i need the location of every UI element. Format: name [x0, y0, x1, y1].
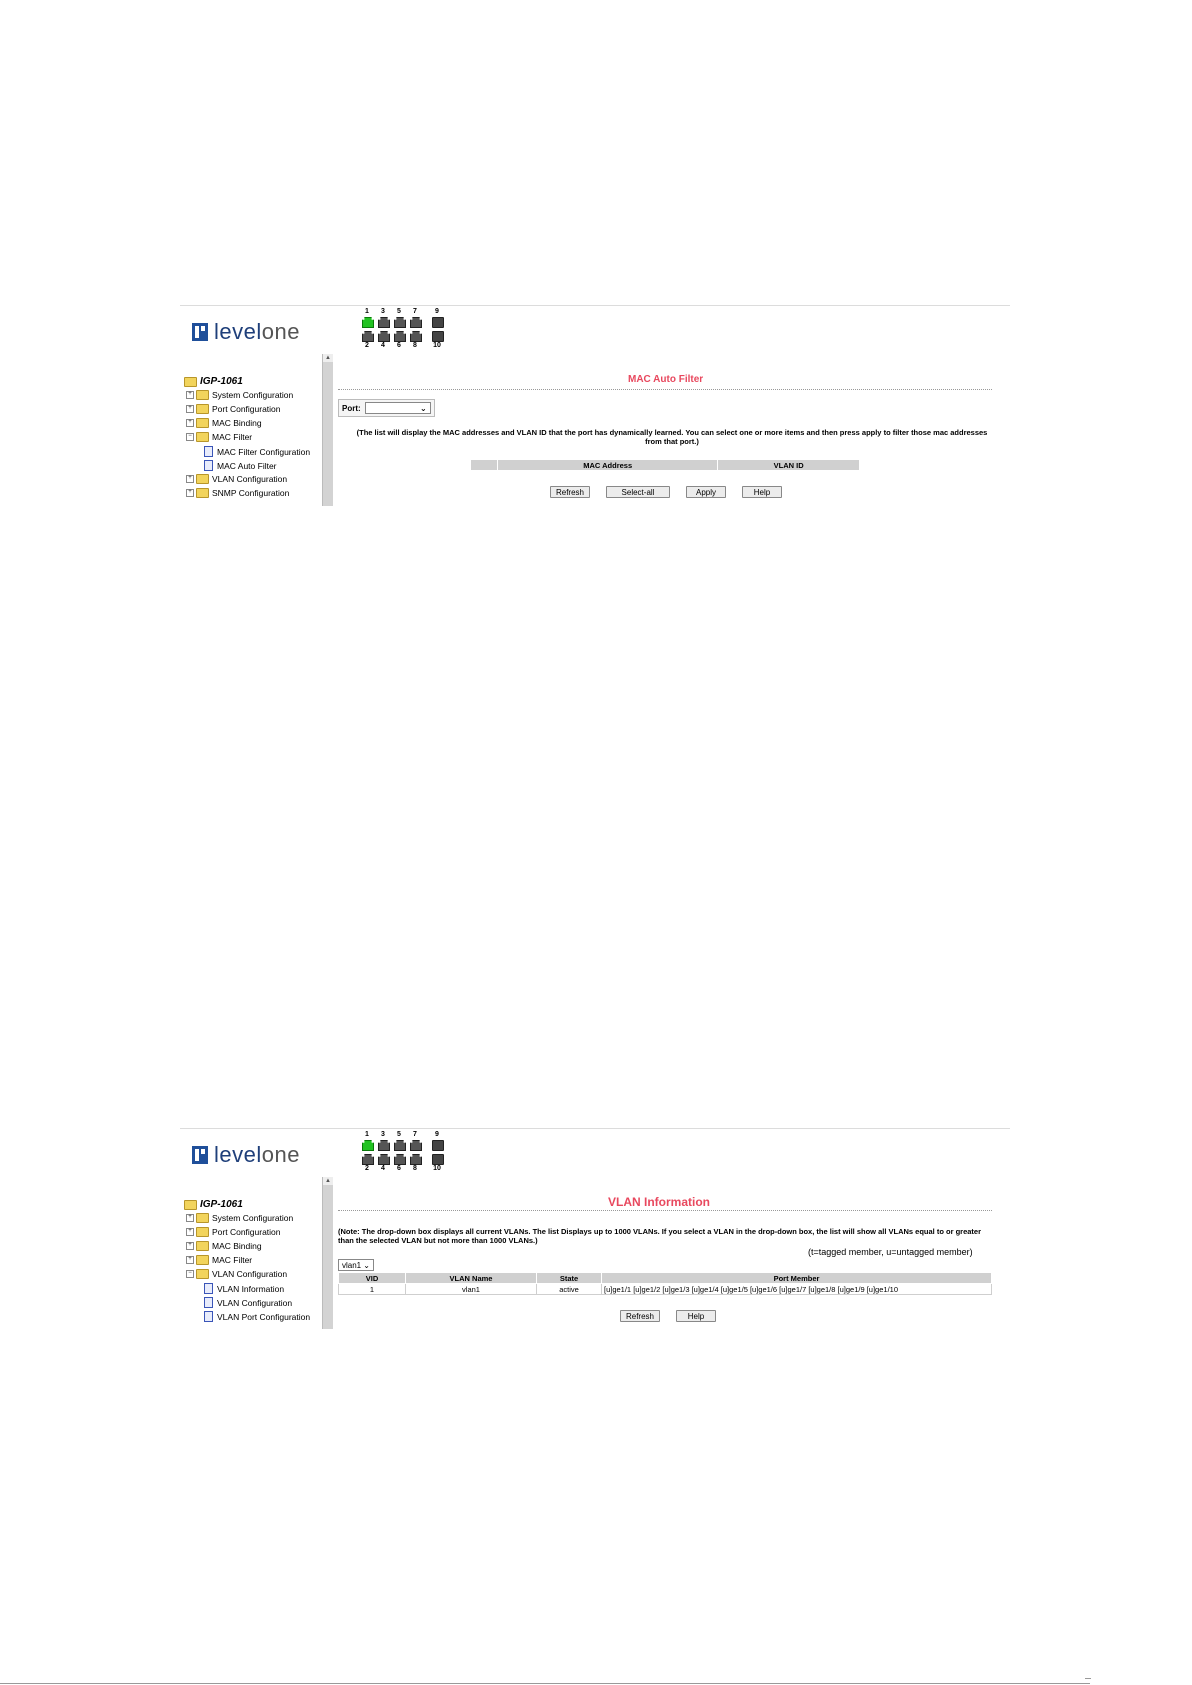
state-cell: active — [537, 1284, 602, 1295]
vlan-select[interactable]: vlan1 ⌄ — [338, 1259, 374, 1271]
open-folder-icon — [184, 1200, 197, 1210]
port-7-icon[interactable] — [410, 1140, 422, 1151]
port-number-label: 10 — [433, 1165, 441, 1172]
expand-icon[interactable]: + — [186, 489, 194, 497]
vlan-id-column-header: VLAN ID — [718, 460, 860, 471]
collapse-icon[interactable]: − — [186, 1270, 194, 1278]
port-number-label: 6 — [397, 342, 401, 349]
page-title: MAC Auto Filter — [628, 374, 704, 385]
expand-icon[interactable]: + — [186, 391, 194, 399]
port-number-label: 8 — [413, 342, 417, 349]
vlan-table — [338, 1272, 992, 1295]
page-corner-mark — [1085, 1678, 1091, 1679]
port-3-icon[interactable] — [378, 317, 390, 328]
port-number-label: 1 — [365, 1131, 369, 1138]
levelone-logo: levelone — [192, 320, 300, 344]
sidebar-scrollbar[interactable] — [322, 354, 333, 506]
select-column-header — [471, 460, 498, 471]
folder-icon — [196, 390, 209, 400]
navigation-tree — [180, 1177, 340, 1329]
tree-item-vlan-configuration-page[interactable]: VLAN Configuration — [204, 1297, 292, 1308]
help-button[interactable]: Help — [676, 1310, 716, 1322]
port-8-icon[interactable] — [410, 1154, 422, 1165]
port-number-label: 9 — [435, 1131, 439, 1138]
port-number-label: 4 — [381, 1165, 385, 1172]
folder-icon — [196, 418, 209, 428]
port-1-link-icon[interactable] — [362, 1140, 374, 1151]
mac-address-table — [470, 459, 860, 471]
port-number-label: 8 — [413, 1165, 417, 1172]
page-icon — [204, 1297, 213, 1308]
port-number-label: 6 — [397, 1165, 401, 1172]
main-content — [338, 354, 1010, 506]
port-5-icon[interactable] — [394, 1140, 406, 1151]
tree-item-port-configuration[interactable]: + Port Configuration — [186, 404, 281, 414]
title-divider — [338, 389, 992, 390]
port-member-cell: [u]ge1/1 [u]ge1/2 [u]ge1/3 [u]ge1/4 [u]ge1/5 [u]ge1/6 [u]ge1/7 [u]ge1/8 [u]ge1/9 [u]ge1/10 — [602, 1284, 992, 1295]
port-number-label: 3 — [381, 1131, 385, 1138]
tree-item-mac-filter[interactable]: − MAC Filter — [186, 432, 252, 442]
page-icon — [204, 446, 213, 457]
tree-item-vlan-configuration[interactable]: − VLAN Configuration — [186, 1269, 287, 1279]
folder-icon — [196, 488, 209, 498]
mac-auto-filter-screenshot — [180, 305, 1010, 506]
main-content — [338, 1177, 1010, 1329]
expand-icon[interactable]: + — [186, 405, 194, 413]
expand-icon[interactable]: + — [186, 475, 194, 483]
mac-address-column-header: MAC Address — [498, 460, 718, 471]
port-4-icon[interactable] — [378, 331, 390, 342]
port-3-icon[interactable] — [378, 1140, 390, 1151]
sidebar-scrollbar[interactable] — [322, 1177, 333, 1329]
expand-icon[interactable]: + — [186, 419, 194, 427]
port-status-panel — [360, 308, 470, 352]
port-6-icon[interactable] — [394, 331, 406, 342]
tree-item-system-configuration[interactable]: + System Configuration — [186, 1213, 293, 1223]
mac-list-note: (The list will display the MAC addresses and VLAN ID that the port has dynamically learned. You can select one or more items and then press apply to filter those mac addresses from that port.) — [356, 428, 988, 446]
chevron-down-icon: ⌄ — [363, 1260, 370, 1270]
port-8-icon[interactable] — [410, 331, 422, 342]
folder-icon — [196, 1255, 209, 1265]
tree-item-vlan-configuration[interactable]: + VLAN Configuration — [186, 474, 287, 484]
scroll-up-arrow-icon[interactable]: ▲ — [323, 1177, 333, 1185]
help-button[interactable]: Help — [742, 486, 782, 498]
port-number-label: 4 — [381, 342, 385, 349]
refresh-button[interactable]: Refresh — [550, 486, 590, 498]
port-select[interactable] — [365, 402, 431, 414]
port-1-link-icon[interactable] — [362, 317, 374, 328]
open-folder-icon — [196, 1269, 209, 1279]
port-number-label: 2 — [365, 342, 369, 349]
tree-item-snmp-configuration[interactable]: + SNMP Configuration — [186, 488, 289, 498]
table-row — [339, 1284, 992, 1295]
open-folder-icon — [184, 377, 197, 387]
vlan-information-screenshot — [180, 1128, 1010, 1329]
open-folder-icon — [196, 432, 209, 442]
vid-column-header: VID — [339, 1273, 406, 1284]
folder-icon — [196, 1213, 209, 1223]
scroll-up-arrow-icon[interactable]: ▲ — [323, 354, 333, 362]
tree-root[interactable]: IGP-1061 — [184, 376, 243, 387]
port-9-fiber-icon[interactable] — [432, 1140, 444, 1151]
port-10-fiber-icon[interactable] — [432, 1154, 444, 1165]
port-selector: Port: ⌄ — [338, 399, 435, 417]
tree-item-mac-auto-filter[interactable]: MAC Auto Filter — [204, 460, 277, 471]
collapse-icon[interactable]: − — [186, 433, 194, 441]
select-all-button[interactable]: Select-all — [606, 486, 670, 498]
port-9-fiber-icon[interactable] — [432, 317, 444, 328]
folder-icon — [196, 1241, 209, 1251]
port-number-label: 5 — [397, 1131, 401, 1138]
expand-icon[interactable]: + — [186, 1214, 194, 1222]
tree-item-vlan-information[interactable]: VLAN Information — [204, 1283, 284, 1294]
tree-item-port-configuration[interactable]: + Port Configuration — [186, 1227, 281, 1237]
member-legend: (t=tagged member, u=untagged member) — [808, 1247, 973, 1257]
title-divider — [338, 1210, 992, 1211]
folder-icon — [196, 474, 209, 484]
apply-button[interactable]: Apply — [686, 486, 726, 498]
tree-item-mac-filter[interactable]: + MAC Filter — [186, 1255, 252, 1265]
port-number-label: 7 — [413, 1131, 417, 1138]
page-icon — [204, 1311, 213, 1322]
chevron-down-icon: ⌄ — [419, 403, 427, 413]
port-number-label: 7 — [413, 308, 417, 315]
port-2-icon[interactable] — [362, 331, 374, 342]
port-member-column-header: Port Member — [602, 1273, 992, 1284]
folder-icon — [196, 1227, 209, 1237]
expand-icon[interactable]: + — [186, 1228, 194, 1236]
page-footer-rule — [0, 1683, 1090, 1684]
tree-item-vlan-port-configuration[interactable]: VLAN Port Configuration — [204, 1311, 310, 1322]
levelone-logo-mark-icon — [192, 1146, 208, 1164]
navigation-tree — [180, 354, 340, 506]
page-icon — [204, 1283, 213, 1294]
tree-item-mac-binding[interactable]: + MAC Binding — [186, 418, 262, 428]
port-number-label: 2 — [365, 1165, 369, 1172]
page-icon — [204, 460, 213, 471]
expand-icon[interactable]: + — [186, 1242, 194, 1250]
vid-cell: 1 — [339, 1284, 406, 1295]
port-number-label: 10 — [433, 342, 441, 349]
vlan-name-cell: vlan1 — [406, 1284, 537, 1295]
expand-icon[interactable]: + — [186, 1256, 194, 1264]
folder-icon — [196, 404, 209, 414]
port-6-icon[interactable] — [394, 1154, 406, 1165]
levelone-logo-mark-icon — [192, 323, 208, 341]
port-4-icon[interactable] — [378, 1154, 390, 1165]
port-status-panel — [360, 1131, 470, 1175]
tree-root[interactable]: IGP-1061 — [184, 1199, 243, 1210]
port-number-label: 1 — [365, 308, 369, 315]
refresh-button[interactable]: Refresh — [620, 1310, 660, 1322]
vlan-name-column-header: VLAN Name — [406, 1273, 537, 1284]
tree-item-mac-filter-configuration[interactable]: MAC Filter Configuration — [204, 446, 310, 457]
state-column-header: State — [537, 1273, 602, 1284]
port-number-label: 3 — [381, 308, 385, 315]
vlan-list-note: (Note: The drop-down box displays all current VLANs. The list Displays up to 1000 VLANs. If you select a VLAN in the drop-down box, the list will show all VLANs equal to or greater than the selected VLAN but not more than 1000 VLANs.) — [338, 1227, 982, 1245]
port-2-icon[interactable] — [362, 1154, 374, 1165]
port-5-icon[interactable] — [394, 317, 406, 328]
tree-item-system-configuration[interactable]: + System Configuration — [186, 390, 293, 400]
port-10-fiber-icon[interactable] — [432, 331, 444, 342]
port-7-icon[interactable] — [410, 317, 422, 328]
tree-item-mac-binding[interactable]: + MAC Binding — [186, 1241, 262, 1251]
port-number-label: 9 — [435, 308, 439, 315]
port-number-label: 5 — [397, 308, 401, 315]
levelone-logo: levelone — [192, 1143, 300, 1167]
page-title: VLAN Information — [608, 1195, 710, 1209]
